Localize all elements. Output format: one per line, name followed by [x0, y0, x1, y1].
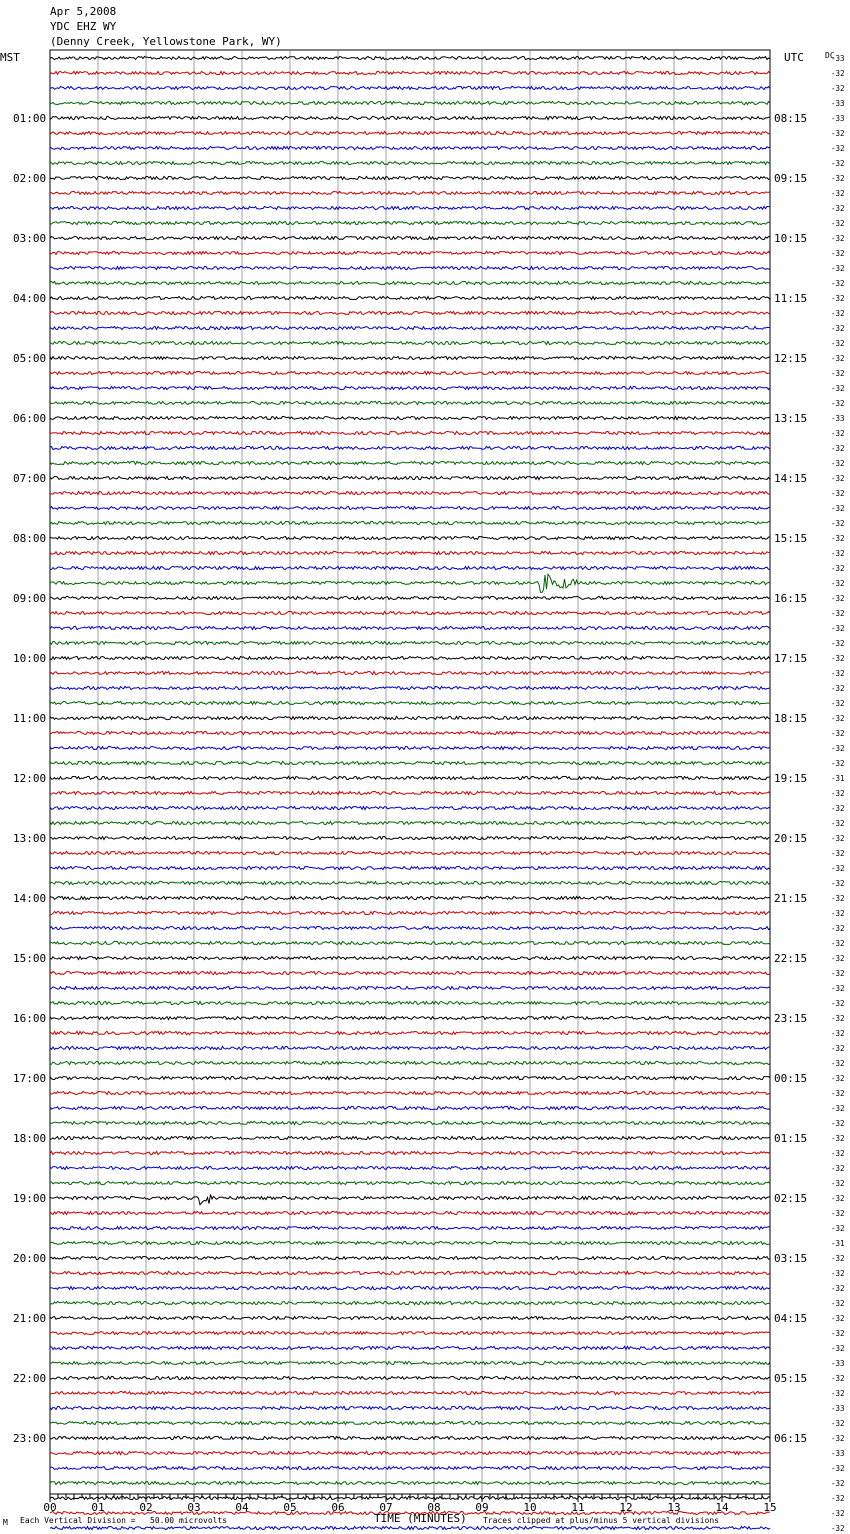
mst-hour-label: 22:00 — [13, 1372, 47, 1385]
dc-offset-label: -32 — [831, 1209, 845, 1218]
trace-line — [50, 281, 770, 284]
dc-offset-label: -32 — [831, 369, 845, 378]
dc-offset-label: -32 — [831, 144, 845, 153]
trace-line — [50, 926, 770, 929]
trace-line — [50, 1001, 770, 1004]
dc-offset-label: -32 — [831, 1059, 845, 1068]
dc-offset-label: -33 — [831, 54, 845, 63]
trace-line — [50, 476, 770, 479]
mst-hour-label: 06:00 — [13, 412, 47, 425]
dc-offset-label: -32 — [831, 744, 845, 753]
mst-hour-label: 12:00 — [13, 772, 47, 785]
trace-line — [50, 1121, 770, 1124]
dc-offset-label: -32 — [831, 804, 845, 813]
dc-offset-label: -32 — [831, 1464, 845, 1473]
dc-offset-label: -32 — [831, 849, 845, 858]
trace-line — [50, 1211, 770, 1214]
dc-offset-label: -32 — [831, 1524, 845, 1533]
trace-line — [50, 101, 770, 104]
x-tick-label: 14 — [715, 1501, 729, 1514]
trace-line — [50, 746, 770, 749]
trace-line — [50, 1241, 770, 1244]
scale-prefix: M — [3, 1518, 8, 1527]
trace-line — [50, 596, 770, 599]
dc-offset-label: -32 — [831, 834, 845, 843]
trace-line — [50, 866, 770, 869]
x-tick-label: 05 — [283, 1501, 297, 1514]
mst-hour-label: 07:00 — [13, 472, 47, 485]
utc-hour-label: 06:15 — [774, 1432, 808, 1445]
utc-label: UTC — [784, 51, 804, 64]
dc-label: DC — [825, 51, 835, 60]
trace-line — [50, 116, 770, 119]
utc-hour-label: 02:15 — [774, 1192, 808, 1205]
dc-offset-label: -32 — [831, 1224, 845, 1233]
dc-offset-label: -32 — [831, 294, 845, 303]
dc-offset-label: -32 — [831, 219, 845, 228]
trace-line — [50, 1481, 770, 1484]
dc-offset-label: -32 — [831, 279, 845, 288]
trace-line — [50, 626, 770, 629]
utc-hour-label: 18:15 — [774, 712, 808, 725]
dc-offset-label: -32 — [831, 1179, 845, 1188]
dc-offset-label: -33 — [831, 1404, 845, 1413]
mst-hour-label: 08:00 — [13, 532, 47, 545]
trace-line — [50, 341, 770, 344]
dc-offset-label: -32 — [831, 519, 845, 528]
x-tick-label: 04 — [235, 1501, 249, 1514]
trace-line — [50, 146, 770, 149]
trace-line — [50, 1151, 770, 1154]
dc-offset-label: -32 — [831, 879, 845, 888]
dc-offset-label: -32 — [831, 534, 845, 543]
utc-hour-label: 13:15 — [774, 412, 808, 425]
trace-line — [50, 1286, 770, 1289]
trace-line — [50, 1016, 770, 1019]
dc-offset-label: -32 — [831, 1344, 845, 1353]
dc-offset-label: -32 — [831, 609, 845, 618]
header-station: YDC EHZ WY — [50, 20, 117, 33]
mst-hour-label: 01:00 — [13, 112, 47, 125]
trace-line — [50, 1376, 770, 1379]
trace-line — [50, 1466, 770, 1469]
utc-hour-label: 23:15 — [774, 1012, 808, 1025]
dc-offset-label: -32 — [831, 459, 845, 468]
trace-line — [50, 1331, 770, 1334]
trace-line — [50, 551, 770, 554]
dc-offset-label: -32 — [831, 1374, 845, 1383]
dc-offset-label: -32 — [831, 429, 845, 438]
x-tick-label: 06 — [331, 1501, 345, 1514]
trace-line — [50, 701, 770, 704]
utc-hour-label: 19:15 — [774, 772, 808, 785]
dc-offset-label: -32 — [831, 1419, 845, 1428]
trace-line — [50, 656, 770, 659]
trace-line — [50, 671, 770, 674]
dc-offset-label: -32 — [831, 264, 845, 273]
dc-offset-label: -32 — [831, 489, 845, 498]
trace-line — [50, 506, 770, 509]
mst-hour-label: 15:00 — [13, 952, 47, 965]
utc-hour-label: 01:15 — [774, 1132, 808, 1145]
mst-hour-label: 03:00 — [13, 232, 47, 245]
dc-offset-label: -32 — [831, 819, 845, 828]
dc-offset-label: -32 — [831, 339, 845, 348]
mst-label: MST — [0, 51, 20, 64]
dc-offset-label: -32 — [831, 1029, 845, 1038]
dc-offset-label: -32 — [831, 504, 845, 513]
dc-offset-label: -32 — [831, 729, 845, 738]
mst-hour-label: 09:00 — [13, 592, 47, 605]
trace-line — [50, 191, 770, 194]
mst-hour-label: 23:00 — [13, 1432, 47, 1445]
x-tick-label: 12 — [619, 1501, 633, 1514]
dc-offset-label: -32 — [831, 1299, 845, 1308]
mst-hour-label: 17:00 — [13, 1072, 47, 1085]
trace-line — [50, 611, 770, 614]
trace-line — [50, 1046, 770, 1049]
dc-offset-label: -32 — [831, 444, 845, 453]
x-tick-label: 10 — [523, 1501, 537, 1514]
dc-offset-label: -32 — [831, 699, 845, 708]
trace-line — [50, 131, 770, 134]
dc-offset-label: -32 — [831, 984, 845, 993]
dc-offset-label: -32 — [831, 1134, 845, 1143]
dc-offset-label: -32 — [831, 1479, 845, 1488]
dc-offset-label: -33 — [831, 1449, 845, 1458]
mst-hour-label: 11:00 — [13, 712, 47, 725]
trace-line — [50, 911, 770, 914]
dc-offset-label: -32 — [831, 1509, 845, 1518]
dc-offset-label: -32 — [831, 1074, 845, 1083]
dc-offset-label: -32 — [831, 549, 845, 558]
dc-offset-label: -32 — [831, 1494, 845, 1503]
dc-offset-label: -32 — [831, 924, 845, 933]
trace-line — [50, 1226, 770, 1229]
trace-line — [50, 1091, 770, 1094]
dc-offset-label: -32 — [831, 174, 845, 183]
dc-offset-label: -32 — [831, 1389, 845, 1398]
trace-line — [50, 821, 770, 824]
dc-offset-label: -32 — [831, 939, 845, 948]
trace-line — [50, 881, 770, 884]
trace-line — [50, 536, 770, 539]
dc-offset-label: -32 — [831, 999, 845, 1008]
trace-line — [50, 806, 770, 809]
dc-offset-label: -33 — [831, 114, 845, 123]
mst-hour-label: 14:00 — [13, 892, 47, 905]
dc-offset-label: -32 — [831, 759, 845, 768]
dc-offset-label: -32 — [831, 654, 845, 663]
trace-line — [50, 266, 770, 269]
dc-offset-label: -32 — [831, 1254, 845, 1263]
mst-hour-label: 16:00 — [13, 1012, 47, 1025]
x-tick-label: 13 — [667, 1501, 681, 1514]
trace-line — [50, 356, 770, 359]
trace-line — [50, 386, 770, 389]
trace-line — [50, 1526, 770, 1529]
dc-offset-label: -32 — [831, 69, 845, 78]
trace-line — [50, 716, 770, 719]
mst-hour-label: 19:00 — [13, 1192, 47, 1205]
trace-line — [50, 731, 770, 734]
dc-offset-label: -32 — [831, 159, 845, 168]
dc-offset-label: -32 — [831, 1269, 845, 1278]
trace-line — [50, 1361, 770, 1364]
dc-offset-label: -32 — [831, 894, 845, 903]
trace-line — [50, 86, 770, 89]
dc-offset-label: -32 — [831, 864, 845, 873]
trace-line — [50, 416, 770, 419]
dc-offset-label: -32 — [831, 594, 845, 603]
dc-offset-label: -32 — [831, 309, 845, 318]
trace-line — [50, 446, 770, 449]
dc-offset-label: -32 — [831, 204, 845, 213]
dc-offset-label: -32 — [831, 1284, 845, 1293]
trace-line — [50, 1181, 770, 1184]
trace-line — [50, 1451, 770, 1454]
trace-line — [50, 521, 770, 524]
trace-line — [50, 971, 770, 974]
trace-line — [50, 56, 770, 59]
dc-offset-label: -32 — [831, 579, 845, 588]
trace-line — [50, 371, 770, 374]
dc-offset-label: -32 — [831, 1164, 845, 1173]
trace-line — [50, 161, 770, 164]
mst-hour-label: 10:00 — [13, 652, 47, 665]
trace-line — [50, 1076, 770, 1079]
utc-hour-label: 10:15 — [774, 232, 808, 245]
trace-line — [50, 1301, 770, 1304]
dc-offset-label: -32 — [831, 714, 845, 723]
utc-hour-label: 14:15 — [774, 472, 808, 485]
dc-offset-label: -32 — [831, 324, 845, 333]
clip-note: Traces clipped at plus/minus 5 vertical divisions — [483, 1516, 720, 1525]
dc-offset-label: -31 — [831, 774, 845, 783]
utc-hour-label: 12:15 — [774, 352, 808, 365]
trace-line — [50, 1256, 770, 1259]
utc-hour-label: 03:15 — [774, 1252, 808, 1265]
dc-offset-label: -32 — [831, 669, 845, 678]
trace-line — [50, 71, 770, 74]
dc-offset-label: -32 — [831, 129, 845, 138]
x-tick-label: 03 — [187, 1501, 201, 1514]
mst-hour-label: 21:00 — [13, 1312, 47, 1325]
trace-line — [50, 311, 770, 314]
dc-offset-label: -32 — [831, 474, 845, 483]
utc-hour-label: 22:15 — [774, 952, 808, 965]
trace-line — [50, 1346, 770, 1349]
dc-offset-label: -32 — [831, 1194, 845, 1203]
trace-line — [50, 176, 770, 179]
dc-offset-label: -32 — [831, 1119, 845, 1128]
dc-offset-label: -32 — [831, 954, 845, 963]
dc-offset-label: -32 — [831, 624, 845, 633]
dc-offset-label: -32 — [831, 909, 845, 918]
trace-line — [50, 401, 770, 404]
x-tick-label: 00 — [43, 1501, 57, 1514]
utc-hour-label: 16:15 — [774, 592, 808, 605]
trace-line — [50, 206, 770, 209]
x-tick-label: 01 — [91, 1501, 105, 1514]
trace-line — [50, 686, 770, 689]
utc-hour-label: 20:15 — [774, 832, 808, 845]
utc-hour-label: 21:15 — [774, 892, 808, 905]
utc-hour-label: 00:15 — [774, 1072, 808, 1085]
trace-line — [50, 1391, 770, 1394]
dc-offset-label: -32 — [831, 789, 845, 798]
x-tick-label: 02 — [139, 1501, 153, 1514]
mst-hour-label: 18:00 — [13, 1132, 47, 1145]
trace-line — [50, 641, 770, 644]
utc-hour-label: 17:15 — [774, 652, 808, 665]
dc-offset-label: -32 — [831, 84, 845, 93]
dc-offset-label: -32 — [831, 1329, 845, 1338]
trace-line — [50, 836, 770, 839]
x-tick-label: 09 — [475, 1501, 489, 1514]
trace-line — [50, 1436, 770, 1439]
utc-hour-label: 05:15 — [774, 1372, 808, 1385]
dc-offset-label: -33 — [831, 99, 845, 108]
utc-hour-label: 04:15 — [774, 1312, 808, 1325]
trace-line — [50, 1195, 770, 1205]
trace-line — [50, 236, 770, 239]
trace-line — [50, 986, 770, 989]
mst-hour-label: 02:00 — [13, 172, 47, 185]
trace-line — [50, 1406, 770, 1409]
trace-line — [50, 851, 770, 854]
mst-hour-label: 20:00 — [13, 1252, 47, 1265]
x-tick-label: 07 — [379, 1501, 393, 1514]
utc-hour-label: 09:15 — [774, 172, 808, 185]
trace-line — [50, 296, 770, 299]
x-tick-label: 11 — [571, 1501, 585, 1514]
mst-hour-label: 04:00 — [13, 292, 47, 305]
trace-line — [50, 941, 770, 944]
x-tick-label: 08 — [427, 1501, 441, 1514]
x-tick-label: 15 — [763, 1501, 777, 1514]
dc-offset-label: -32 — [831, 1434, 845, 1443]
trace-line — [50, 326, 770, 329]
dc-offset-label: -32 — [831, 1104, 845, 1113]
utc-hour-label: 08:15 — [774, 112, 808, 125]
trace-line — [50, 1166, 770, 1169]
trace-line — [50, 1421, 770, 1424]
trace-line — [50, 776, 770, 779]
trace-line — [50, 566, 770, 569]
dc-offset-label: -32 — [831, 1089, 845, 1098]
dc-offset-label: -32 — [831, 684, 845, 693]
utc-hour-label: 11:15 — [774, 292, 808, 305]
trace-line — [50, 956, 770, 959]
dc-offset-label: -32 — [831, 1014, 845, 1023]
trace-line — [50, 791, 770, 794]
dc-offset-label: -32 — [831, 354, 845, 363]
dc-offset-label: -32 — [831, 249, 845, 258]
dc-offset-label: -31 — [831, 1239, 845, 1248]
trace-line — [50, 431, 770, 434]
trace-line — [50, 896, 770, 899]
mst-hour-label: 05:00 — [13, 352, 47, 365]
trace-line — [50, 1061, 770, 1064]
dc-offset-label: -32 — [831, 969, 845, 978]
mst-hour-label: 13:00 — [13, 832, 47, 845]
trace-line — [50, 574, 770, 592]
dc-offset-label: -32 — [831, 1044, 845, 1053]
dc-offset-label: -32 — [831, 189, 845, 198]
trace-line — [50, 1106, 770, 1109]
header-location: (Denny Creek, Yellowstone Park, WY) — [50, 35, 282, 48]
dc-offset-label: -32 — [831, 1149, 845, 1158]
trace-line — [50, 251, 770, 254]
dc-offset-label: -32 — [831, 639, 845, 648]
trace-line — [50, 461, 770, 464]
header-date: Apr 5,2008 — [50, 5, 117, 18]
dc-offset-label: -33 — [831, 1359, 845, 1368]
trace-line — [50, 1031, 770, 1034]
trace-line — [50, 221, 770, 224]
dc-offset-label: -32 — [831, 564, 845, 573]
trace-line — [50, 1316, 770, 1319]
trace-line — [50, 1136, 770, 1139]
x-axis-title: TIME (MINUTES) — [374, 1512, 467, 1525]
utc-hour-label: 15:15 — [774, 532, 808, 545]
scale-note: Each Vertical Division = 50.00 microvolts — [20, 1516, 228, 1525]
dc-offset-label: -32 — [831, 399, 845, 408]
trace-line — [50, 491, 770, 494]
dc-offset-label: -32 — [831, 384, 845, 393]
trace-line — [50, 1271, 770, 1274]
dc-offset-label: -32 — [831, 234, 845, 243]
dc-offset-label: -32 — [831, 1314, 845, 1323]
trace-line — [50, 761, 770, 764]
dc-offset-label: -33 — [831, 414, 845, 423]
